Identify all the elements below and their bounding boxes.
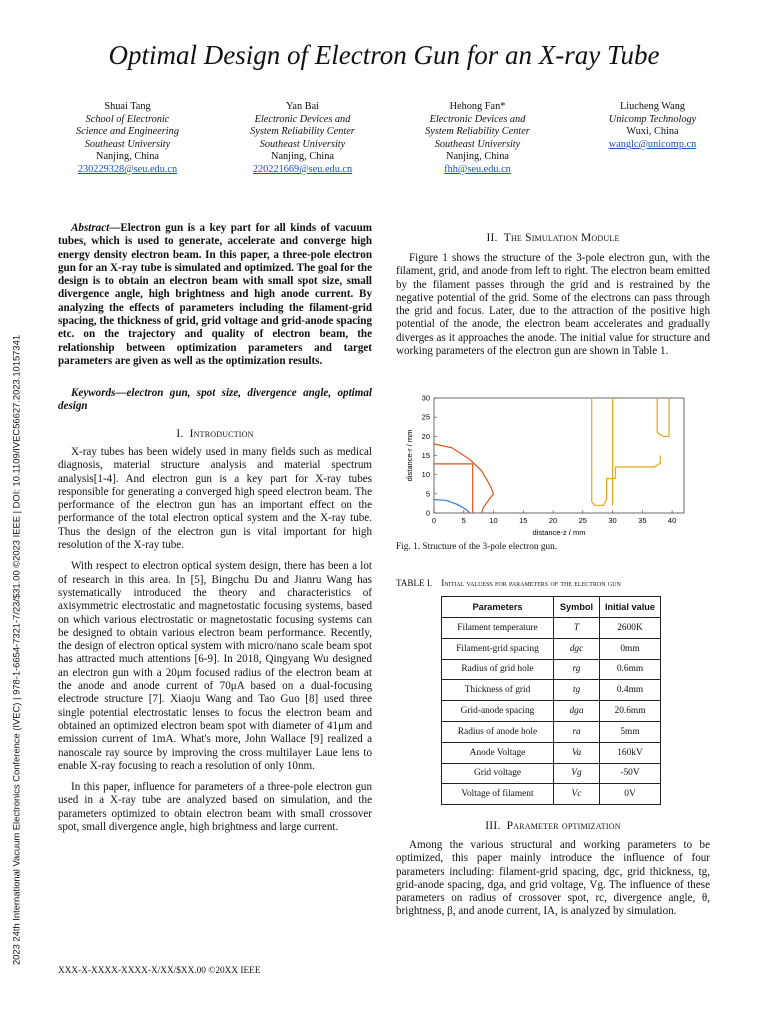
author-email-link[interactable]: fhh@seu.edu.cn — [444, 163, 511, 175]
author-email-link[interactable]: 220221669@seu.edu.cn — [252, 163, 353, 175]
series-line — [434, 444, 494, 513]
y-axis-label: distance-r / mm — [405, 429, 414, 482]
x-tick-label: 25 — [578, 516, 587, 525]
table-cell: -50V — [600, 763, 661, 784]
simulation-body — [396, 252, 710, 358]
x-tick-label: 10 — [489, 516, 498, 525]
table-row — [442, 784, 661, 805]
table-cell: dga — [554, 701, 600, 722]
simulation-paragraph: Figure 1 shows the structure of the 3-pole electron gun, with the filament, grid, and anode from left to right. The electron beam emitted by the filament passes through the grid and is restrained by the negative potential of the grid. Some of the electrons can pass through the grid and focus. Later, due to the attraction of the positive high potential of the anode, the electron beam accelerates and gradually diverges as it approaches the anode. The initial value for structure and working parameters of the electron gun are shown in Table 1. — [396, 252, 710, 358]
table-row — [442, 721, 661, 742]
author-2 — [215, 101, 390, 177]
doi-sidebar-text: 2023 24th International Vacuum Electronics Conference (IVEC) | 978-1-6654-7321-7/23/$31.00 ©2023 IEEE | DOI: 10.1109/IVEC56627.2023.10157341 — [10, 334, 22, 966]
plot-frame — [434, 398, 684, 513]
x-axis-label: distance-z / mm — [532, 528, 586, 537]
author-city: Nanjing, China — [96, 151, 159, 163]
y-tick-label: 30 — [421, 393, 430, 403]
author-affiliation: Science and Engineering — [76, 126, 179, 138]
series-line — [657, 398, 669, 436]
intro-paragraph: X-ray tubes has been widely used in many fields such as medical diagnosis, material structure analysis and material spectrum analysis[1-4]. And electron gun is a key part for X-ray tubes responsible for generating a converged high speed electron beam. The performance of the electron gun has an important effect on the performance of the total electron optical system and the X-ray tube. Thus the design of the electron gun is vital important for high resolution of the X-ray tube. — [58, 446, 372, 552]
author-affiliation: Southeast University — [259, 138, 346, 150]
author-affiliation: Electronic Devices and — [429, 113, 526, 125]
table-header-cell: Parameters — [442, 597, 554, 618]
author-city: Nanjing, China — [446, 151, 509, 163]
section-number: II. — [486, 232, 498, 244]
table-cell: Vg — [554, 763, 600, 784]
copyright-footer: XXX-X-XXXX-XXXX-X/XX/$XX.00 ©20XX IEEE — [58, 966, 261, 976]
table-row — [442, 763, 661, 784]
table-cell: 0V — [600, 784, 661, 805]
table-cell: 160kV — [600, 742, 661, 763]
figure-caption: Fig. 1. Structure of the 3-pole electron gun. — [396, 542, 558, 552]
x-tick-label: 15 — [519, 516, 528, 525]
intro-paragraph: With respect to electron optical system design, there has been a lot of research in this area. In [5], Bingchu Du and Jianru Wang has systematically introduced the theory and characteristics of axisymmetric electrostatic and magnetostatic focusing systems, based on which various electrostatic or magnetostatic focusing systems can be designed to obtain various electron beam performance. Recently, the design of electron optical system with micro/nano scale beam spot has attracted much attentions [6-9]. In 2018, Qingyang Wu designed an electron gun with a 20μm focused radius of the electron beam at the anode and anode current of 70μA based on a dual-focusing electrode structure [7]. Xiaoju Wang and Tao Guo [8] used three single potential electrostatic lenses to focus the electron beam and obtained an optimized electron beam spot with diameter of 41μm and emission current of 1mA. What's more, John Wallace [9] realized a nanoscale ray source by improving the cross multilayer Laue lens to enable X-ray focusing to reach a resolution of only 10nm. — [58, 560, 372, 772]
section-number: III. — [485, 820, 501, 832]
table-cell: 20.6mm — [600, 701, 661, 722]
author-city: Wuxi, China — [626, 126, 679, 138]
doi-sidebar — [8, 334, 24, 966]
table-header-row — [442, 597, 661, 618]
abstract-text: —Electron gun is a key part for all kinds of vacuum tubes, which is used to generate, accelerate and converge high energy density electron beam. In this paper, a three-pole electron gun for an X-ray tube is simulated and optimized. The goal for the design is to obtain an electron beam with small spot size, small divergence angle, high brightness and high anode current. By analyzing the effects of parameters including the filament-grid spacing, the thickness of grid, grid voltage and grid-anode spacing etc. on the trajectory and quality of electron beam, the relationship between optimization parameters and target parameters are given as well as the optimization results. — [58, 222, 372, 367]
electron-gun-chart — [396, 390, 696, 538]
table-cell: Filament-grid spacing — [442, 638, 554, 659]
table-cell: dgc — [554, 638, 600, 659]
table-cell: Grid voltage — [442, 763, 554, 784]
author-name: Hehong Fan* — [449, 101, 506, 112]
author-name: Liucheng Wang — [619, 101, 686, 112]
author-4 — [565, 101, 740, 177]
intro-paragraph: In this paper, influence for parameters of a three-pole electron gun used in a X-ray tube are analyzed based on simulation, and the parameters optimized to obtain electron beam with small crossover spot, small divergence angle, high brightness and large current. — [58, 781, 372, 834]
table-row — [442, 618, 661, 639]
author-affiliation: System Reliability Center — [250, 126, 355, 138]
y-tick-label: 20 — [421, 431, 430, 441]
table-cell: Radius of grid hole — [442, 659, 554, 680]
table-cell: rg — [554, 659, 600, 680]
author-email-link[interactable]: 230229328@seu.edu.cn — [77, 163, 178, 175]
author-1 — [40, 101, 215, 177]
section-title: Introduction — [189, 428, 254, 440]
section-heading-introduction — [58, 428, 372, 440]
series-line — [434, 464, 473, 513]
figure-1 — [396, 390, 696, 538]
table-row — [442, 659, 661, 680]
y-tick-label: 0 — [425, 508, 430, 518]
table-cell: 2600K — [600, 618, 661, 639]
author-affiliation: Southeast University — [84, 138, 171, 150]
series-line — [434, 500, 470, 513]
table-row — [442, 638, 661, 659]
intro-body — [58, 446, 372, 834]
author-email-link[interactable]: wanglc@unicomp.cn — [608, 138, 697, 150]
table-cell: 0.4mm — [600, 680, 661, 701]
table-header-cell: Symbol — [554, 597, 600, 618]
x-tick-label: 40 — [667, 516, 677, 525]
table-row — [442, 701, 661, 722]
table-cell: Filament temperature — [442, 618, 554, 639]
series-line — [592, 398, 661, 505]
author-block — [40, 101, 740, 177]
keywords-label: Keywords — [71, 387, 116, 399]
table-cell: 5mm — [600, 721, 661, 742]
table-cell: Anode Voltage — [442, 742, 554, 763]
author-name: Yan Bai — [286, 101, 319, 112]
author-affiliation: Unicomp Technology — [608, 113, 697, 125]
table-cell: 0.6mm — [600, 659, 661, 680]
table-number: TABLE I. — [396, 578, 433, 588]
table-row — [442, 742, 661, 763]
author-name: Shuai Tang — [104, 101, 151, 112]
table-cell: ra — [554, 721, 600, 742]
x-tick-label: 35 — [638, 516, 647, 525]
table-cell: 0mm — [600, 638, 661, 659]
author-affiliation: System Reliability Center — [425, 126, 530, 138]
table-row — [442, 680, 661, 701]
abstract — [58, 222, 372, 368]
table-cell: T — [554, 618, 600, 639]
table-cell: Voltage of filament — [442, 784, 554, 805]
section-title: Parameter optimization — [506, 820, 621, 832]
table-caption — [396, 578, 621, 588]
x-tick-label: 30 — [608, 516, 617, 525]
table-cell: Thickness of grid — [442, 680, 554, 701]
table-title: Initial valuess for parameters of the electron gun — [441, 578, 621, 588]
parameters-table — [441, 596, 661, 805]
section-heading-simulation — [396, 232, 710, 244]
keywords-text: —electron gun, spot size, divergence angle, optimal design — [58, 387, 372, 413]
table-cell: Va — [554, 742, 600, 763]
y-tick-label: 5 — [425, 489, 430, 499]
author-city: Nanjing, China — [271, 151, 334, 163]
author-affiliation: School of Electronic — [85, 113, 170, 125]
y-tick-label: 15 — [421, 451, 430, 460]
table-cell: Radius of anode hole — [442, 721, 554, 742]
section-heading-parameter-optimization — [396, 820, 710, 832]
section-title: The Simulation Module — [503, 232, 620, 244]
author-3 — [390, 101, 565, 177]
x-tick-label: 0 — [431, 516, 437, 525]
abstract-label: Abstract — [71, 222, 110, 234]
table-header-cell: Initial value — [600, 597, 661, 618]
parameter-paragraph: Among the various structural and working parameters to be optimized, this paper mainly introduce the influence of four parameters including: filament-grid spacing, dgc, grid thickness, tg, grid-anode spacing, dga, and grid voltage, Vg. The influence of these parameters on radius of crossover spot, rc, divergence angle, θ, brightness, β, and anode current, IA, is analyzed by simulation. — [396, 839, 710, 918]
table-cell: tg — [554, 680, 600, 701]
parameter-body — [396, 839, 710, 919]
section-number: I. — [176, 428, 184, 440]
y-tick-label: 25 — [421, 412, 430, 422]
table-cell: Vc — [554, 784, 600, 805]
table-cell: Grid-anode spacing — [442, 701, 554, 722]
x-tick-label: 5 — [461, 516, 466, 525]
author-affiliation: Southeast University — [434, 138, 521, 150]
author-affiliation: Electronic Devices and — [254, 113, 351, 125]
keywords — [58, 387, 372, 414]
paper-title: Optimal Design of Electron Gun for an X-ray Tube — [108, 40, 660, 70]
x-tick-label: 20 — [548, 516, 558, 525]
y-tick-label: 10 — [421, 470, 430, 480]
